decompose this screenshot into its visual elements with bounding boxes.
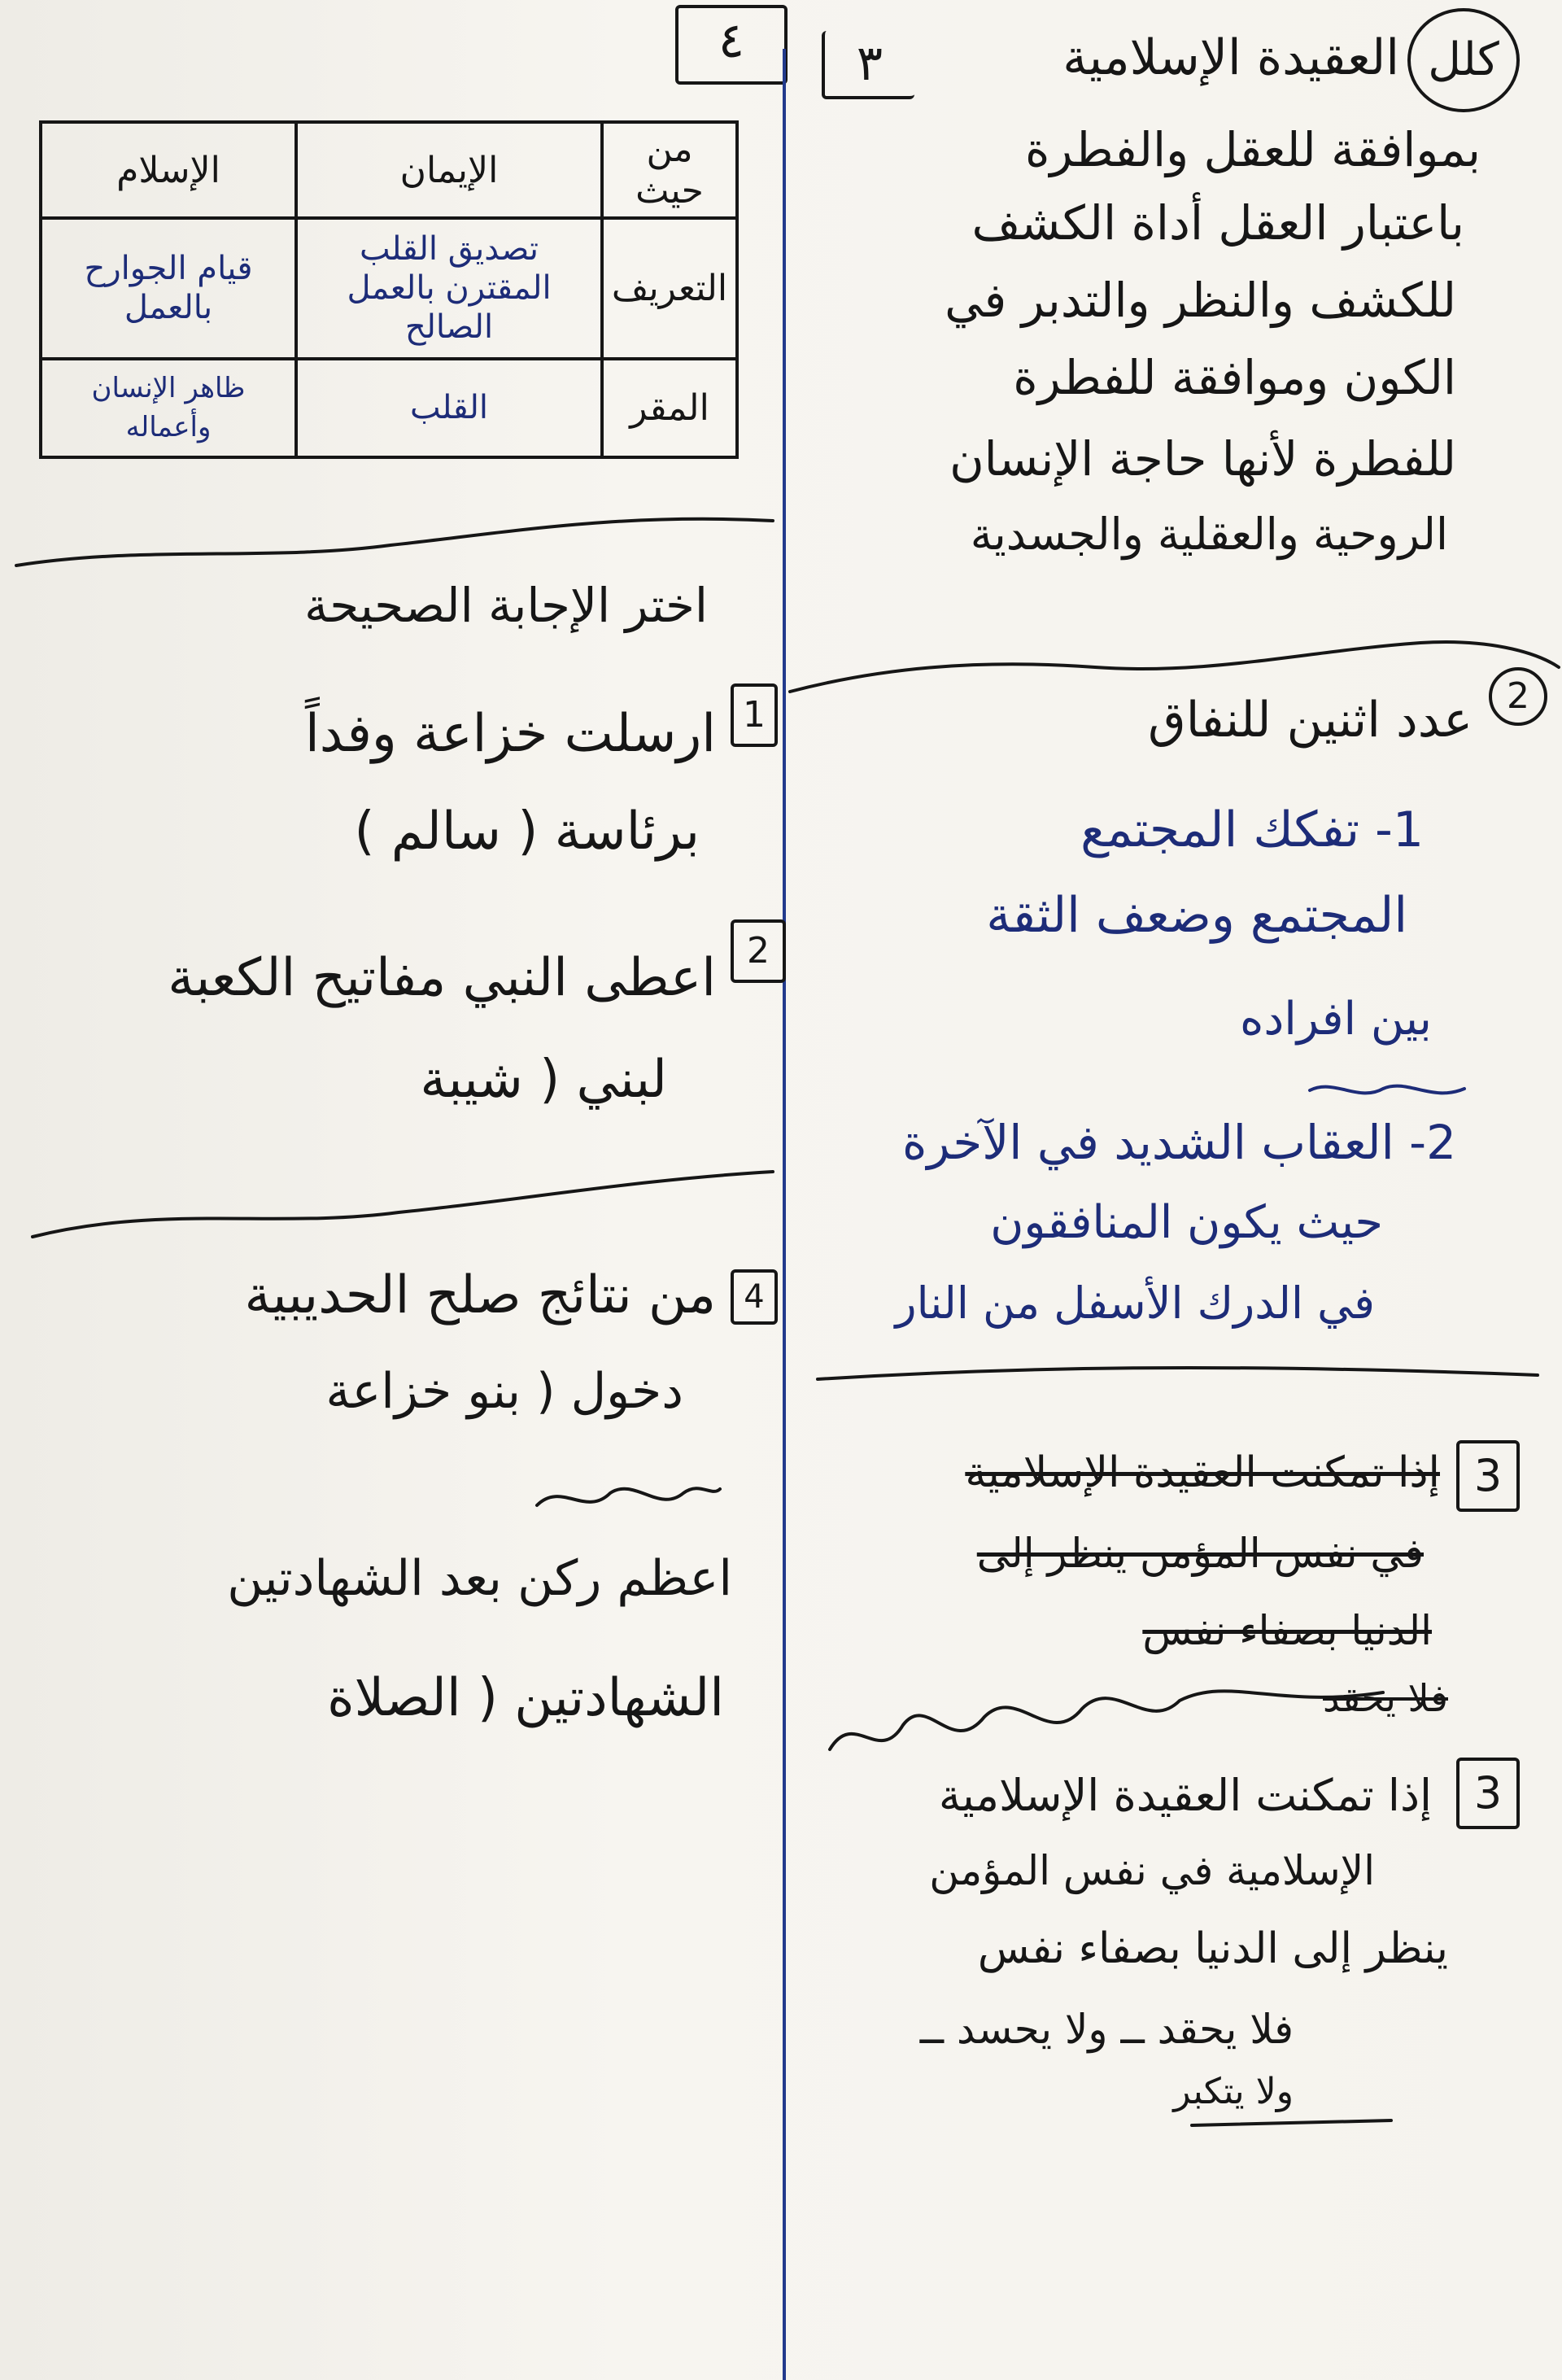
answer-line: الإسلامية في نفس المؤمن: [929, 1847, 1375, 1894]
column-divider: [783, 49, 786, 2380]
q2-title: عدد اثنين للنفاق: [1148, 692, 1473, 749]
q2-number-box: 2: [731, 919, 786, 983]
struck-line: في نفس المؤمن ينظر إلى: [976, 1530, 1424, 1577]
q4-line: دخول ( بنو خزاعة: [325, 1363, 683, 1420]
intro-line: الكون وموافقة للفطرة: [1013, 350, 1456, 405]
q2-line: لبني ( شيبة: [420, 1050, 667, 1110]
answer-line: 1- تفكك المجتمع: [1080, 801, 1424, 858]
table-header-cell: الإسلام: [41, 122, 296, 218]
table-row: [41, 218, 737, 359]
q2-line: اعطى النبي مفاتيح الكعبة: [168, 948, 716, 1008]
answer-line: المجتمع وضعف الثقة: [986, 887, 1407, 944]
scribble-mark: [529, 1473, 724, 1522]
answer-line: إذا تمكنت العقيدة الإسلامية: [938, 1770, 1432, 1821]
table-header-row: [41, 122, 737, 218]
intro-line: الروحية والعقلية والجسدية: [970, 509, 1448, 560]
scribble-mark: [1302, 1074, 1481, 1107]
q3b-number-box: 3: [1456, 1758, 1520, 1829]
table-row: [41, 359, 737, 457]
answer-line: ينظر إلى الدنيا بصفاء نفس: [977, 1924, 1448, 1973]
table-cell: التعريف: [602, 218, 737, 359]
table-header-cell: من حيث: [602, 122, 737, 218]
q1-line: برئاسة ( سالم ): [354, 801, 700, 862]
q4-number-box: 4: [731, 1269, 778, 1325]
table-cell: المقر: [602, 359, 737, 457]
q3-number-box: 3: [1456, 1440, 1520, 1512]
answer-line: في الدرك الأسفل من النار: [895, 1277, 1375, 1329]
struck-line: فلا يحقد: [1323, 1676, 1448, 1720]
separator-wave: [786, 618, 1562, 700]
underline-stroke: [1188, 2116, 1399, 2132]
q1-line: ارسلت خزاعة وفداً: [304, 704, 716, 764]
separator-wave: [0, 1155, 783, 1245]
table-cell: ظاهر الإنسان وأعماله: [41, 359, 296, 457]
answer-line: فلا يحقد ــ ولا يحسد ــ: [919, 2006, 1294, 2053]
q5-line: الشهادتين ( الصلاة: [327, 1668, 724, 1728]
comparison-table: [39, 120, 739, 459]
table-header-cell: الإيمان: [296, 122, 602, 218]
q4-line: من نتائج صلح الحديبية: [244, 1265, 716, 1325]
intro-line: للفطرة لأنها حاجة الإنسان: [949, 431, 1456, 487]
separator-line: [814, 1359, 1546, 1391]
struck-line: الدنيا بصفاء نفس: [1142, 1607, 1432, 1654]
q2-number-circle: 2: [1489, 667, 1547, 726]
intro-line: باعتبار العقل أداة الكشف: [971, 195, 1464, 251]
instruction: اختر الإجابة الصحيحة: [304, 578, 708, 633]
table-cell: تصديق القلب المقترن بالعمل الصالح: [296, 218, 602, 359]
answer-line: 2- العقاب الشديد في الآخرة: [901, 1115, 1456, 1170]
intro-line: بموافقة للعقل والفطرة: [1024, 122, 1481, 177]
separator-wave: [0, 488, 783, 578]
page-number-left: ٤: [675, 5, 788, 85]
right-title: العقيدة الإسلامية: [1062, 29, 1399, 86]
table-cell: القلب: [296, 359, 602, 457]
answer-line: بين افراده: [1240, 993, 1432, 1046]
table-cell: قيام الجوارح بالعمل: [41, 218, 296, 359]
answer-line: حيث يكون المنافقون: [990, 1196, 1383, 1249]
answer-line: ولا يتكبر: [1173, 2071, 1294, 2112]
intro-line: للكشف والنظر والتدبر في: [945, 273, 1456, 328]
q1-number-box: 1: [731, 683, 778, 747]
q5-line: اعظم ركن بعد الشهادتين: [227, 1550, 732, 1607]
scribble-out: [822, 1660, 1391, 1766]
struck-line: إذا تمكنت العقيدة الإسلامية: [965, 1448, 1440, 1497]
page-number-right: ٣: [822, 31, 914, 99]
circle-label: كلل: [1407, 8, 1520, 112]
